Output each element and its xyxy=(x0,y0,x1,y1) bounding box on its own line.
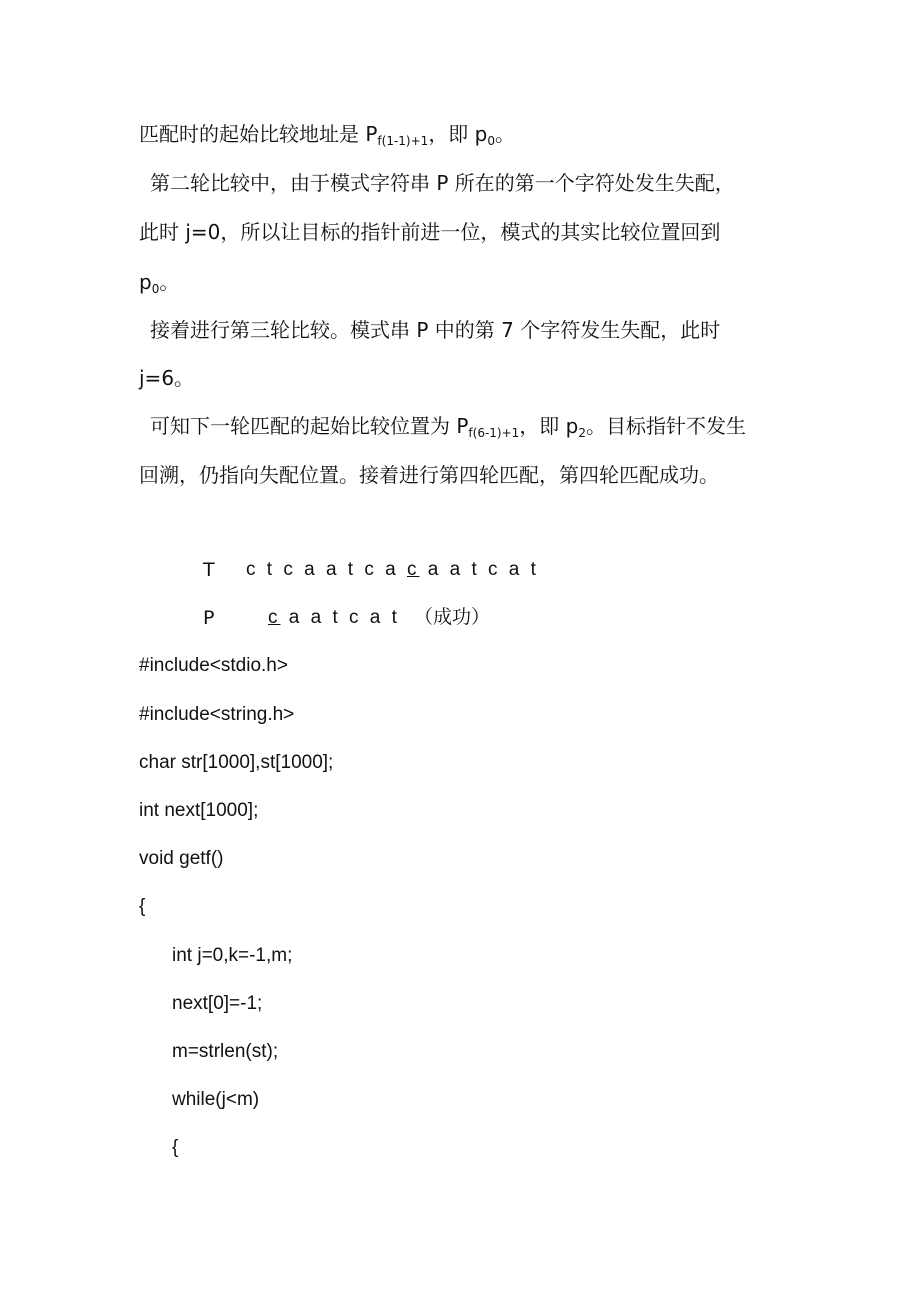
code-line: while(j<m) xyxy=(172,1089,260,1110)
subscript: f(1-1)+1 xyxy=(377,134,429,148)
pattern-label: P xyxy=(203,607,215,629)
target-label: T xyxy=(203,559,215,581)
text-run: 。 xyxy=(495,122,516,146)
code-line: m=strlen(st); xyxy=(172,1041,279,1062)
underlined-char: c xyxy=(407,559,420,580)
text-run: a a t c a t xyxy=(280,607,400,628)
text-run: ，即 p xyxy=(428,122,488,146)
paragraph-line-7 xyxy=(150,412,746,440)
paragraph-line-3: 此时 j=0，所以让目标的指针前进一位，模式的其实比较位置回到 xyxy=(139,220,721,244)
text-run: 。目标指针不发生 xyxy=(586,414,747,438)
code-line: #include<string.h> xyxy=(139,704,295,725)
text-run: 匹配时的起始比较地址是 P xyxy=(139,122,378,146)
code-line: void getf() xyxy=(139,848,224,869)
code-line: { xyxy=(172,1137,179,1158)
code-line: #include<stdio.h> xyxy=(139,655,288,676)
code-line: int j=0,k=-1,m; xyxy=(172,945,293,966)
text-run: p xyxy=(139,270,152,294)
subscript: 0 xyxy=(151,282,160,296)
text-run: 。 xyxy=(159,270,180,294)
text-run: c t c a a t c a xyxy=(246,559,407,580)
paragraph-line-6: j=6。 xyxy=(139,366,195,390)
subscript: 0 xyxy=(487,134,496,148)
paragraph-line-2: 第二轮比较中，由于模式字符串 P 所在的第一个字符处发生失配， xyxy=(150,171,735,195)
code-line: int next[1000]; xyxy=(139,800,259,821)
target-string xyxy=(246,556,539,584)
text-run: 可知下一轮匹配的起始比较位置为 P xyxy=(150,414,469,438)
subscript: 2 xyxy=(578,426,587,440)
success-note: （成功） xyxy=(413,607,490,628)
code-line: char str[1000],st[1000]; xyxy=(139,752,334,773)
underlined-char: c xyxy=(268,607,281,628)
subscript: f(6-1)+1 xyxy=(468,426,520,440)
code-line: { xyxy=(139,896,146,917)
paragraph-line-4 xyxy=(139,268,179,296)
text-run: ，即 p xyxy=(519,414,579,438)
paragraph-line-1 xyxy=(139,120,515,148)
paragraph-line-8: 回溯，仍指向失配位置。接着进行第四轮匹配，第四轮匹配成功。 xyxy=(139,463,719,487)
pattern-string xyxy=(268,604,490,632)
code-line: next[0]=-1; xyxy=(172,993,263,1014)
paragraph-line-5: 接着进行第三轮比较。模式串 P 中的第 7 个字符发生失配，此时 xyxy=(150,318,721,342)
text-run: a a t c a t xyxy=(419,559,539,580)
